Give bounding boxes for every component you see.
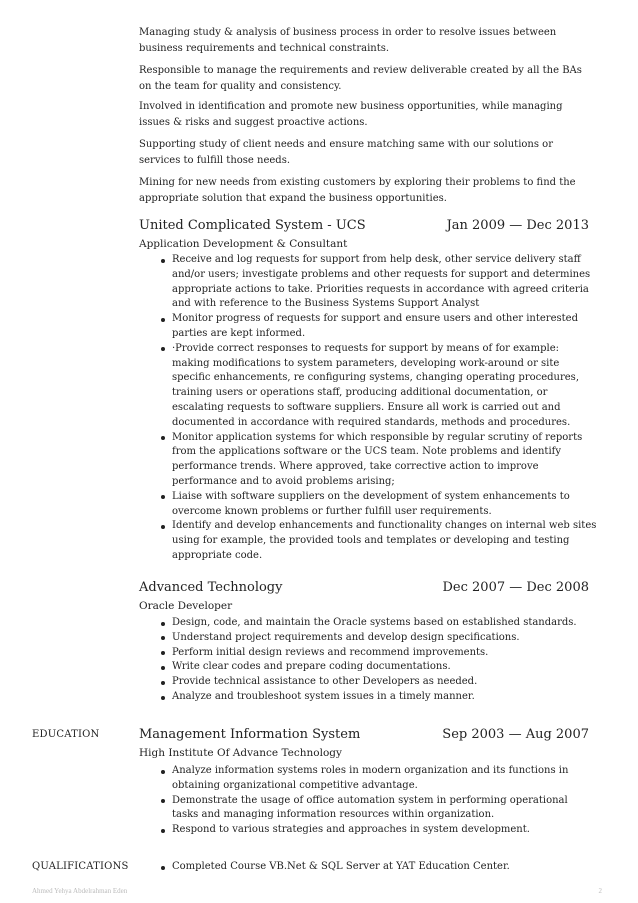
section-label-qualifications: QUALIFICATIONS: [32, 861, 129, 872]
education-dates: Sep 2003 — Aug 2007: [442, 727, 589, 742]
job-role: Application Development & Consultant: [139, 238, 348, 250]
education-title: Management Information System: [139, 727, 361, 742]
intro-paragraph: Involved in identification and promote new business opportunities, while managing issues & risks and suggest proactive actions.: [139, 101, 563, 128]
section-label-education: EDUCATION: [32, 729, 100, 740]
education-institution: High Institute Of Advance Technology: [139, 747, 342, 759]
job-dates: Dec 2007 — Dec 2008: [442, 580, 589, 595]
list-item: Liaise with software suppliers on the development of system enhancements to overcome known problems or further fulfill user requirements.: [172, 490, 597, 520]
job-title: Advanced Technology: [139, 580, 283, 595]
list-item: ·Provide correct responses to requests for support by means of for example: making modifications to system parameters, developing work-around or site specific enhancements, re configuring systems, changing operating procedures, training users or operations staff, producing additional documentation, or escalating requests to software suppliers. Ensure all work is carried out and documented in accordance with required standards, methods and procedures.: [172, 342, 597, 431]
list-item: Completed Course VB.Net & SQL Server at YAT Education Center.: [172, 860, 597, 875]
list-item: Demonstrate the usage of office automation system in performing operational tasks and managing information resources within organization.: [172, 794, 597, 824]
list-item: Monitor progress of requests for support and ensure users and other interested parties are kept informed.: [172, 312, 597, 342]
education-bullet-list: [172, 764, 597, 838]
list-item: Write clear codes and prepare coding documentations.: [172, 660, 597, 675]
qualifications-bullet-list: [172, 860, 597, 875]
list-item: Provide technical assistance to other Developers as needed.: [172, 675, 597, 690]
list-item: Perform initial design reviews and recommend improvements.: [172, 646, 597, 661]
job-bullet-list: [172, 253, 597, 564]
job-bullet-list: [172, 616, 597, 705]
intro-paragraph: Managing study & analysis of business process in order to resolve issues between business requirements and technical constraints.: [139, 27, 557, 54]
list-item: Analyze information systems roles in modern organization and its functions in obtaining organizational competitive advantage.: [172, 764, 597, 794]
intro-paragraph: Supporting study of client needs and ensure matching same with our solutions or services to fulfill those needs.: [139, 139, 553, 166]
intro-paragraph: Responsible to manage the requirements and review deliverable created by all the BAs on the team for quality and consistency.: [139, 65, 582, 92]
list-item: Receive and log requests for support from help desk, other service delivery staff and/or users; investigate problems and other requests for support and determines appropriate actions to take. Priorities requests in accordance with agreed criteria and with reference to the Business Systems Support Analyst: [172, 253, 597, 312]
job-role: Oracle Developer: [139, 600, 233, 612]
list-item: Understand project requirements and develop design specifications.: [172, 631, 597, 646]
page-number: 2: [598, 887, 602, 895]
list-item: Identify and develop enhancements and functionality changes on internal web sites using for example, the provided tools and templates or developing and testing appropriate code.: [172, 519, 597, 563]
job-dates: Jan 2009 — Dec 2013: [446, 218, 589, 233]
job-title: United Complicated System - UCS: [139, 218, 366, 233]
intro-paragraph: Mining for new needs from existing customers by exploring their problems to find the appropriate solution that expand the business opportunities.: [139, 177, 576, 204]
list-item: Analyze and troubleshoot system issues in a timely manner.: [172, 690, 597, 705]
list-item: Monitor application systems for which responsible by regular scrutiny of reports from the applications software or the UCS team. Note problems and identify performance trends. Where approved, take corrective action to improve performance and to avoid problems arising;: [172, 431, 597, 490]
list-item: Design, code, and maintain the Oracle systems based on established standards.: [172, 616, 597, 631]
list-item: Respond to various strategies and approaches in system development.: [172, 823, 597, 838]
footer-name: Ahmed Yehya Abdelrahman Eden: [32, 887, 128, 895]
